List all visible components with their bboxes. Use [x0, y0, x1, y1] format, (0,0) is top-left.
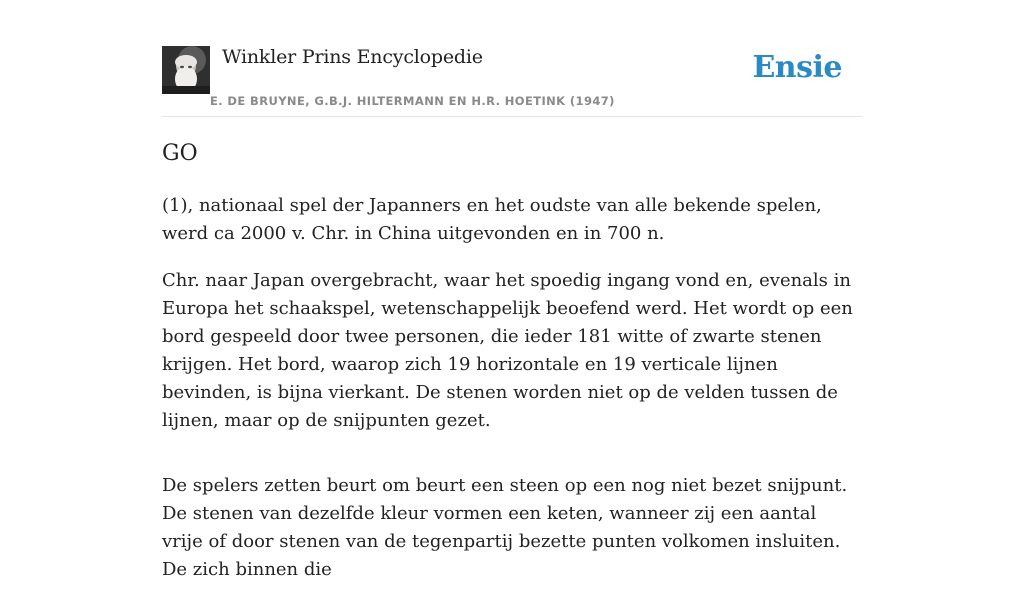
ensie-logo-link[interactable]: Ensie — [752, 50, 842, 85]
article-body — [162, 192, 862, 603]
article-paragraph-3: De spelers zetten beurt om beurt een steen op een nog niet bezet snijpunt. De stenen van dezelfde kleur vormen een keten, wanneer zij een aantal vrije of door stenen van de tegenpartij bezette punten volkomen insluiten. De zich binnen die — [162, 475, 848, 580]
portrait-image-icon — [162, 46, 210, 94]
authors-line: E. DE BRUYNE, G.B.J. HILTERMANN EN H.R. HOETINK (1947) — [210, 94, 615, 108]
encyclopedia-title[interactable]: Winkler Prins Encyclopedie — [222, 46, 483, 68]
author-portrait-avatar[interactable] — [162, 46, 210, 94]
page — [162, 0, 862, 580]
article-paragraph-2: Chr. naar Japan overgebracht, waar het spoedig ingang vond en, evenals in Europa het schaakspel, wetenschappelijk beoefend werd. Het wordt op een bord gespeeld door twee personen, die ieder 181 witte of zwarte stenen krijgen. Het bord, waarop zich 19 horizontale en 19 verticale lijnen bevinden, is bijna vierkant. De stenen worden niet op de velden tussen de lijnen, maar op de snijpunten gezet. — [162, 270, 853, 431]
article-title: GO — [162, 141, 198, 166]
encyclopedia-header — [162, 0, 862, 117]
article-paragraph-1: (1), nationaal spel der Japanners en het oudste van alle bekende spelen, werd ca 2000 v. Chr. in China uitgevonden en in 700 n. — [162, 195, 822, 244]
